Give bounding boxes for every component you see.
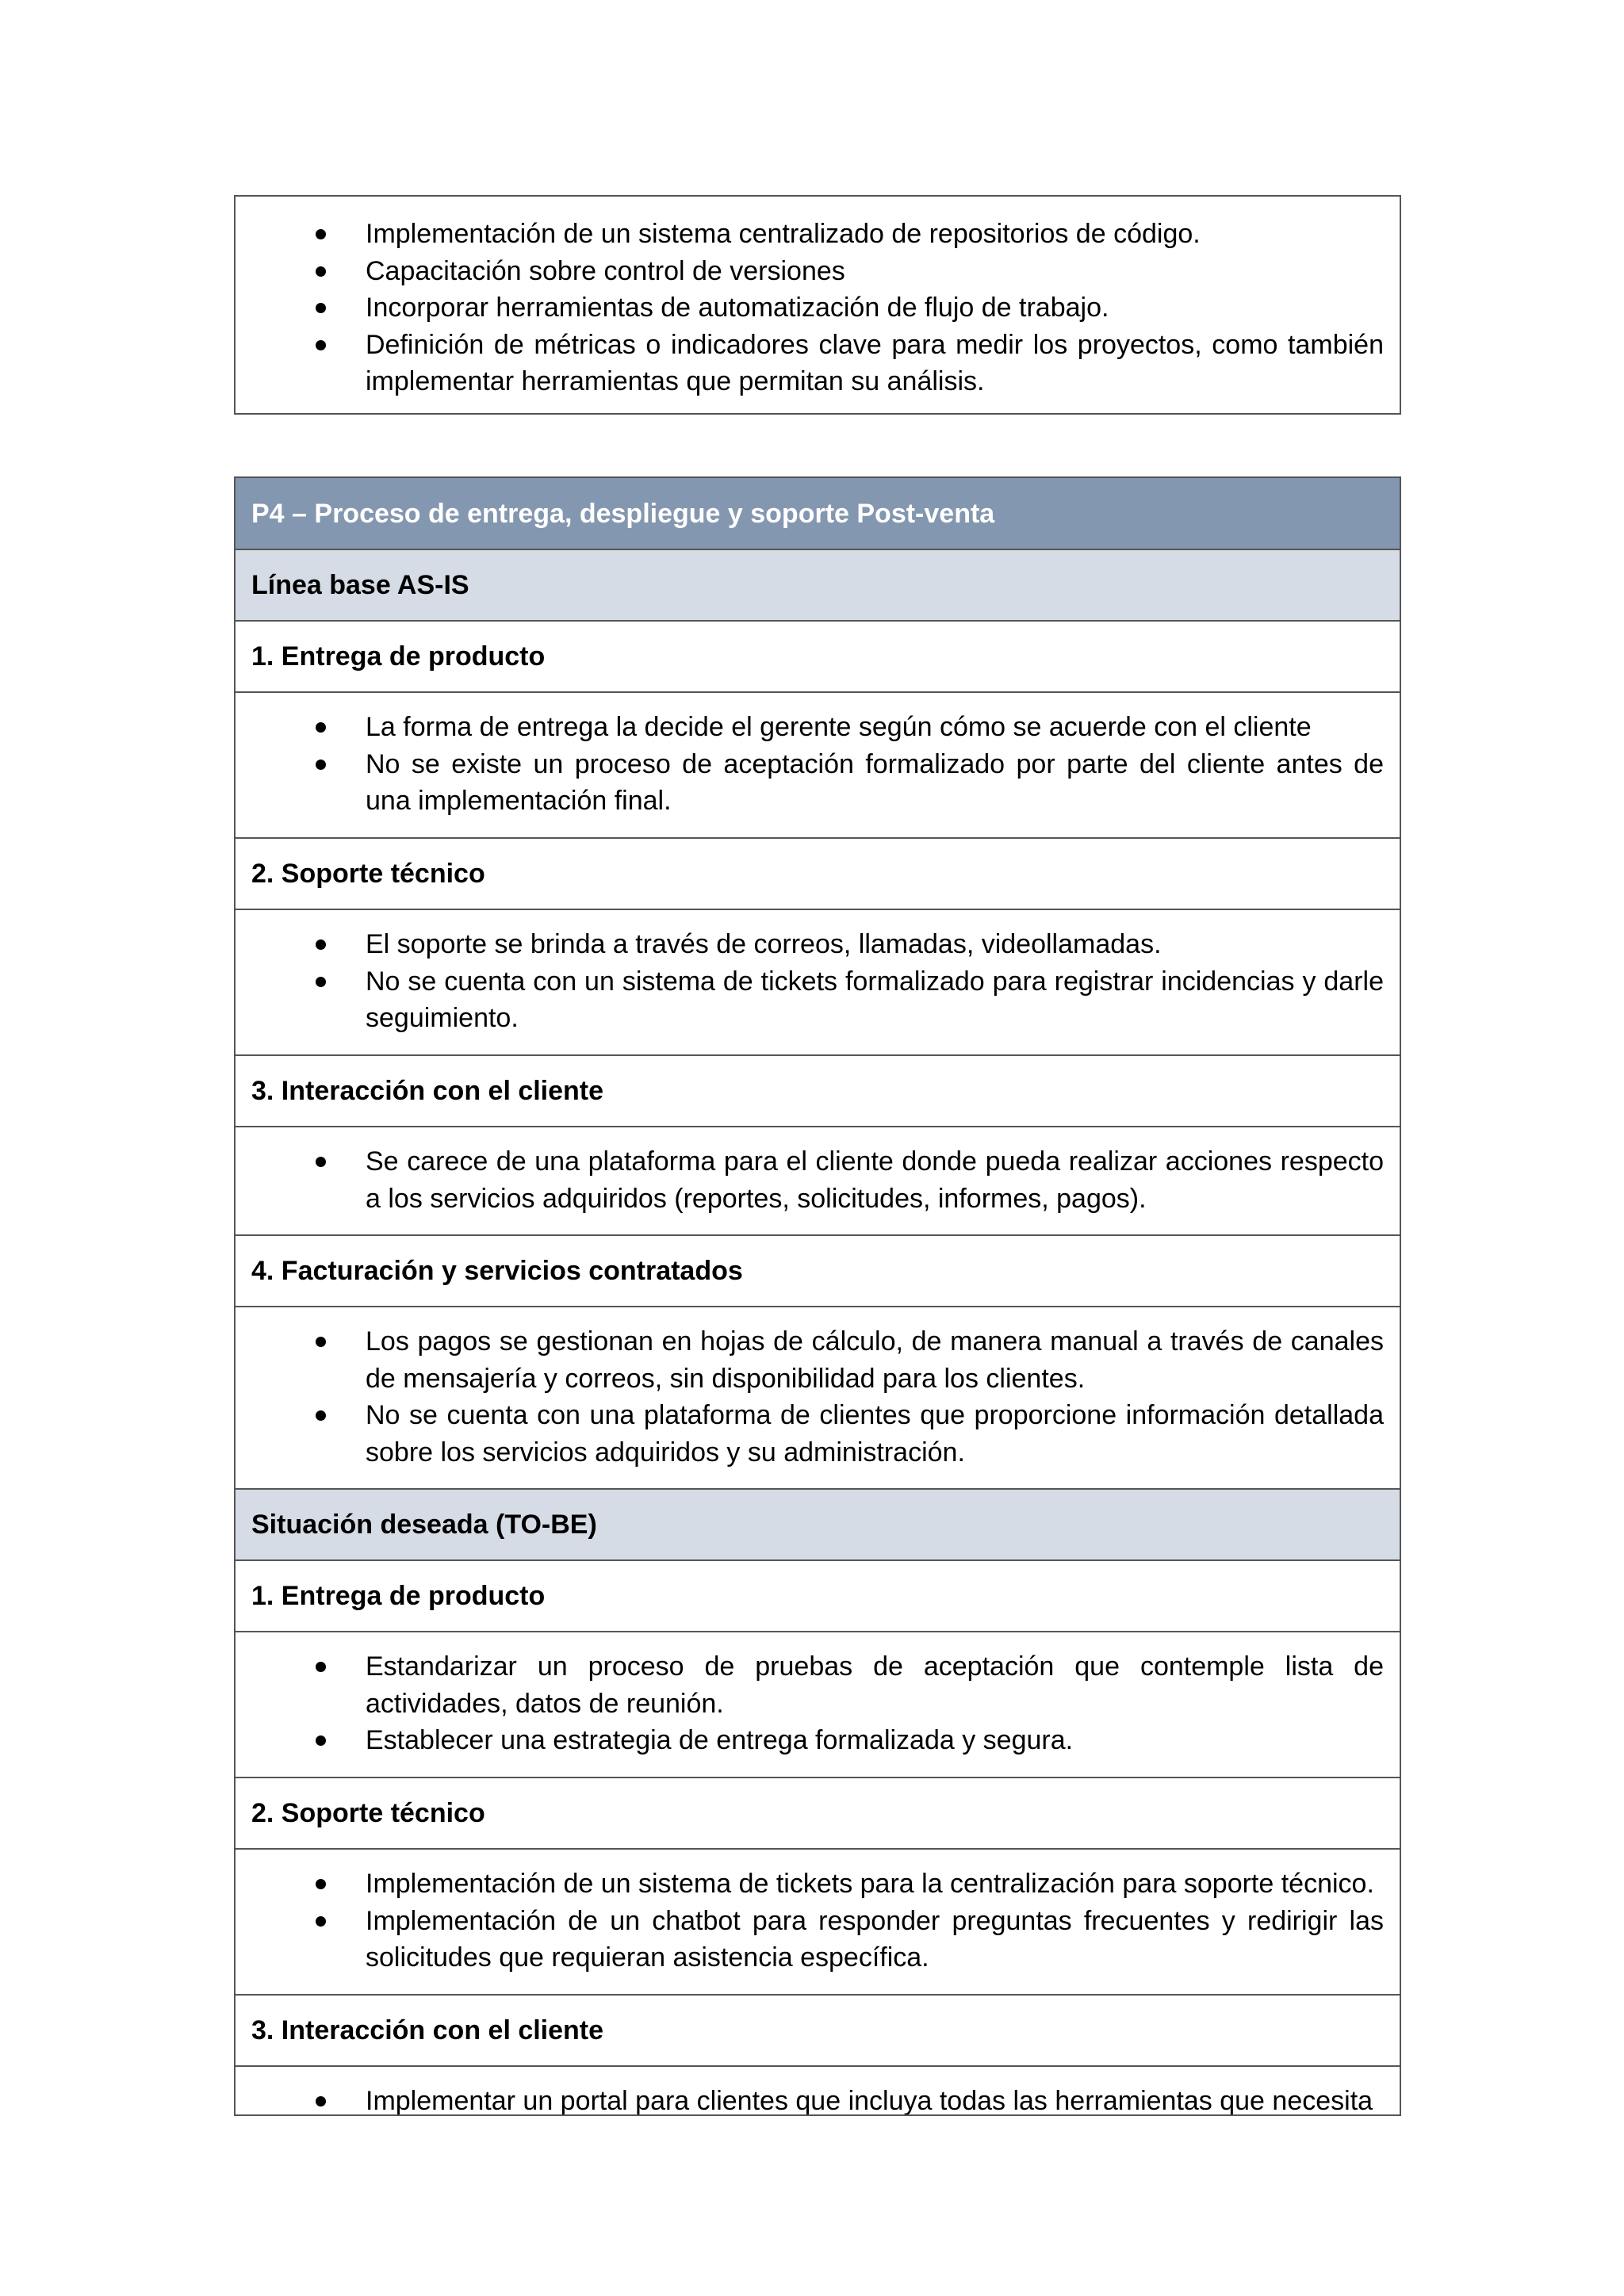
bullet-icon: [316, 1916, 326, 1927]
bullet-icon: [316, 722, 326, 733]
bullet-list: [251, 1648, 1384, 1759]
as-is-section-content: [236, 1307, 1400, 1490]
list-item: La forma de entrega la decide el gerente según cómo se acuerde con el cliente: [251, 709, 1384, 746]
list-item: Implementación de un sistema centralizado de repositorios de código.: [251, 216, 1384, 253]
to-be-section-title: 2. Soporte técnico: [236, 1778, 1400, 1850]
table-header-title: P4 – Proceso de entrega, despliegue y soporte Post-venta: [236, 478, 1400, 550]
bullet-icon: [316, 340, 326, 350]
to-be-section-content: [236, 1850, 1400, 1996]
process-table-p4: [234, 476, 1401, 2116]
previous-table-continuation: [234, 195, 1401, 415]
list-item: Los pagos se gestionan en hojas de cálculo, de manera manual a través de canales de mensajería y correos, sin disponibilidad para los clientes.: [251, 1323, 1384, 1397]
as-is-section-title: 4. Facturación y servicios contratados: [236, 1236, 1400, 1307]
bullet-icon: [316, 266, 326, 277]
list-item: El soporte se brinda a través de correos, llamadas, videollamadas.: [251, 926, 1384, 963]
bullet-icon: [316, 977, 326, 987]
list-item: No se cuenta con un sistema de tickets formalizado para registrar incidencias y darle seguimiento.: [251, 963, 1384, 1037]
bullet-icon: [316, 1735, 326, 1746]
bullet-list: [251, 1866, 1384, 1976]
bullet-list: [251, 709, 1384, 820]
bullet-icon: [316, 303, 326, 313]
bullet-list: [251, 2083, 1384, 2116]
bullet-icon: [316, 939, 326, 950]
list-item: Implementación de un chatbot para responder preguntas frecuentes y redirigir las solicitudes que requieran asistencia específica.: [251, 1903, 1384, 1976]
to-be-section-title: 3. Interacción con el cliente: [236, 1996, 1400, 2067]
as-is-section-title: 2. Soporte técnico: [236, 839, 1400, 910]
list-item: Incorporar herramientas de automatización de flujo de trabajo.: [251, 289, 1384, 327]
as-is-section-content: [236, 910, 1400, 1056]
bullet-icon: [316, 760, 326, 770]
as-is-heading: Línea base AS-IS: [236, 550, 1400, 622]
to-be-heading: Situación deseada (TO-BE): [236, 1490, 1400, 1561]
bullet-list: [236, 197, 1400, 400]
to-be-section-content: [236, 2067, 1400, 2116]
list-item: Establecer una estrategia de entrega formalizada y segura.: [251, 1722, 1384, 1759]
list-item: Implementar un portal para clientes que incluya todas las herramientas que necesita: [251, 2083, 1384, 2116]
list-item: Estandarizar un proceso de pruebas de aceptación que contemple lista de actividades, datos de reunión.: [251, 1648, 1384, 1722]
bullet-icon: [316, 2096, 326, 2107]
to-be-section-title: 1. Entrega de producto: [236, 1561, 1400, 1632]
as-is-section-title: 3. Interacción con el cliente: [236, 1056, 1400, 1127]
list-item: No se existe un proceso de aceptación formalizado por parte del cliente antes de una implementación final.: [251, 746, 1384, 820]
bullet-icon: [316, 229, 326, 239]
bullet-icon: [316, 1337, 326, 1347]
list-item: Se carece de una plataforma para el cliente donde pueda realizar acciones respecto a los servicios adquiridos (reportes, solicitudes, informes, pagos).: [251, 1143, 1384, 1217]
as-is-section-content: [236, 693, 1400, 839]
as-is-section-content: [236, 1127, 1400, 1236]
bullet-list: [251, 1323, 1384, 1471]
as-is-section-title: 1. Entrega de producto: [236, 622, 1400, 693]
bullet-icon: [316, 1410, 326, 1421]
bullet-list: [251, 1143, 1384, 1217]
to-be-section-content: [236, 1632, 1400, 1778]
list-item: No se cuenta con una plataforma de clientes que proporcione información detallada sobre los servicios adquiridos y su administración.: [251, 1397, 1384, 1471]
bullet-icon: [316, 1879, 326, 1889]
bullet-icon: [316, 1157, 326, 1167]
list-item: Implementación de un sistema de tickets para la centralización para soporte técnico.: [251, 1866, 1384, 1903]
list-item: Definición de métricas o indicadores clave para medir los proyectos, como también implementar herramientas que permitan su análisis.: [251, 327, 1384, 400]
list-item: Capacitación sobre control de versiones: [251, 253, 1384, 290]
bullet-list: [251, 926, 1384, 1037]
bullet-icon: [316, 1662, 326, 1672]
